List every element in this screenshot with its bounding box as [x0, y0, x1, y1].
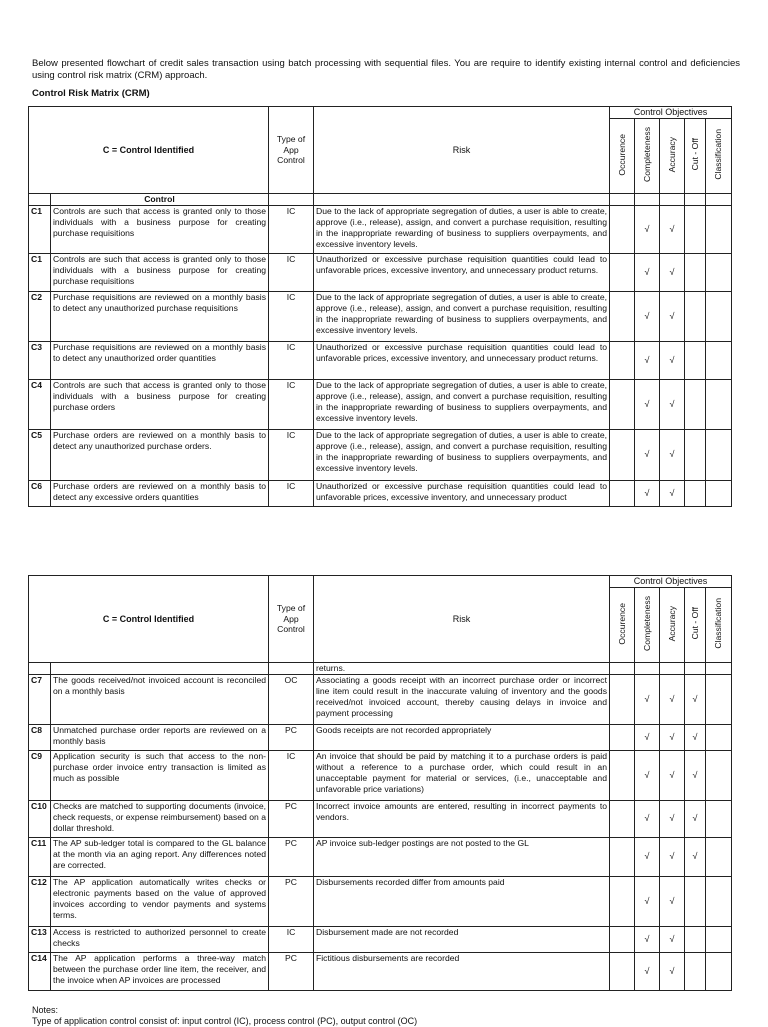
control-type: PC [269, 837, 314, 876]
control-type: IC [269, 291, 314, 341]
table-row [29, 253, 732, 291]
control-description: The AP sub-ledger total is compared to the GL balance at the month via an aging report. Any differences noted are corrected. [51, 837, 269, 876]
table-row [29, 876, 732, 926]
table-row [29, 800, 732, 837]
control-id: C7 [29, 674, 51, 724]
check-mark [610, 926, 635, 952]
check-mark: √ [660, 429, 685, 480]
check-mark [610, 876, 635, 926]
objective-header-accuracy [660, 587, 685, 662]
control-description: Purchase orders are reviewed on a monthly basis to detect any unauthorized purchase orders. [51, 429, 269, 480]
check-mark [685, 341, 706, 379]
notes-text: Type of application control consist of: input control (IC), process control (PC), output control (OC) [32, 1016, 418, 1026]
crm-title: Control Risk Matrix (CRM) [32, 88, 150, 99]
crm-table-2 [28, 575, 732, 991]
control-id: C5 [29, 429, 51, 480]
check-mark: √ [660, 952, 685, 990]
objective-header-label: Classification [713, 598, 724, 649]
header-control-identified: C = Control Identified [29, 107, 269, 194]
risk-description: Disbursements recorded differ from amounts paid [314, 876, 610, 926]
check-mark: √ [660, 926, 685, 952]
check-mark [706, 952, 732, 990]
check-mark [610, 480, 635, 506]
check-mark [685, 429, 706, 480]
table-row [29, 291, 732, 341]
check-mark [610, 724, 635, 750]
check-mark [706, 429, 732, 480]
check-mark [685, 480, 706, 506]
control-id: C6 [29, 480, 51, 506]
risk-description: Unauthorized or excessive purchase requisition quantities could lead to unfavorable prices, excessive inventory, and unnecessary product returns. [314, 341, 610, 379]
objective-header-classification [706, 118, 732, 193]
table-row [29, 837, 732, 876]
risk-description: AP invoice sub-ledger postings are not posted to the GL [314, 837, 610, 876]
objective-header-label: Completeness [641, 126, 652, 182]
check-mark: √ [660, 291, 685, 341]
check-mark [706, 750, 732, 800]
header-type-of-app-control: Type of App Control [269, 107, 314, 194]
control-description: The AP application performs a three-way match between the purchase order line item, the receiver, and the invoice when AP invoices are processed [51, 952, 269, 990]
risk-description: Unauthorized or excessive purchase requisition quantities could lead to unfavorable prices, excessive inventory, and unnecessary product [314, 480, 610, 506]
check-mark: √ [660, 480, 685, 506]
check-mark: √ [660, 876, 685, 926]
objective-header-occurence [610, 118, 635, 193]
check-mark [610, 674, 635, 724]
check-mark [706, 926, 732, 952]
control-description: Checks are matched to supporting documents (invoice, check requests, or expense reimbursement) based on a dollar threshold. [51, 800, 269, 837]
check-mark: √ [635, 379, 660, 429]
check-mark: √ [660, 674, 685, 724]
objective-header-cut-off [685, 118, 706, 193]
check-mark [706, 291, 732, 341]
control-description: Controls are such that access is granted only to those individuals with a business purpose for creating purchase orders [51, 379, 269, 429]
objective-header-occurence [610, 587, 635, 662]
table-row [29, 926, 732, 952]
control-id: C12 [29, 876, 51, 926]
check-mark: √ [685, 674, 706, 724]
risk-continuation: returns. [314, 662, 610, 674]
objective-header-label: Occurence [616, 133, 627, 176]
risk-description: An invoice that should be paid by matching it to a purchase orders is paid without a reference to a purchase order, which could result in an unacceptable payment for material or services, (i.e., unacceptable and unfavorable price variations) [314, 750, 610, 800]
control-type: PC [269, 876, 314, 926]
check-mark: √ [635, 429, 660, 480]
risk-description: Incorrect invoice amounts are entered, resulting in incorrect payments to vendors. [314, 800, 610, 837]
check-mark: √ [660, 253, 685, 291]
control-id: C11 [29, 837, 51, 876]
notes-label: Notes: [32, 1005, 59, 1015]
check-mark [610, 253, 635, 291]
header-control-identified: C = Control Identified [29, 576, 269, 663]
risk-description: Goods receipts are not recorded appropriately [314, 724, 610, 750]
check-mark: √ [660, 205, 685, 253]
check-mark: √ [635, 837, 660, 876]
control-description: Purchase requisitions are reviewed on a monthly basis to detect any unauthorized purchase requisitions [51, 291, 269, 341]
check-mark: √ [660, 341, 685, 379]
check-mark [685, 379, 706, 429]
check-mark [685, 291, 706, 341]
control-type: OC [269, 674, 314, 724]
table-row [29, 952, 732, 990]
check-mark: √ [685, 837, 706, 876]
table-row [29, 724, 732, 750]
control-id: C1 [29, 205, 51, 253]
check-mark [610, 952, 635, 990]
check-mark: √ [635, 876, 660, 926]
check-mark: √ [685, 800, 706, 837]
header-risk: Risk [314, 107, 610, 194]
risk-description: Due to the lack of appropriate segregation of duties, a user is able to create, approve (i.e., release), assign, and convert a purchase requisition, resulting in the inappropriate rewarding of business to suppliers overpayments, and excessive inventory levels. [314, 205, 610, 253]
control-type: PC [269, 800, 314, 837]
objective-header-cut-off [685, 587, 706, 662]
check-mark [685, 876, 706, 926]
check-mark: √ [635, 750, 660, 800]
intro-paragraph: Below presented flowchart of credit sales transaction using batch processing with sequential files. You are require to identify existing internal control and deficiencies using control risk matrix (CRM) approach. [32, 58, 740, 81]
check-mark: √ [660, 837, 685, 876]
check-mark [706, 876, 732, 926]
header-risk: Risk [314, 576, 610, 663]
objective-header-label: Cut - Off [689, 607, 700, 640]
control-description: Purchase requisitions are reviewed on a monthly basis to detect any unauthorized order quantities [51, 341, 269, 379]
risk-description: Due to the lack of appropriate segregation of duties, a user is able to create, approve (i.e., release), assign, and convert a purchase requisition, resulting in the inappropriate rewarding of business to suppliers overpayments, and excessive inventory levels. [314, 291, 610, 341]
check-mark: √ [635, 674, 660, 724]
risk-description: Associating a goods receipt with an incorrect purchase order or incorrect line item could result in the inaccurate valuing of inventory and the goods received/not invoiced account, thereby causing delays in invoice and payment processing [314, 674, 610, 724]
check-mark [610, 800, 635, 837]
control-type: IC [269, 379, 314, 429]
table-row [29, 480, 732, 506]
header-control-objectives: Control Objectives [610, 576, 732, 588]
table-row [29, 205, 732, 253]
crm-table-1 [28, 106, 732, 507]
control-type: IC [269, 205, 314, 253]
check-mark: √ [685, 724, 706, 750]
control-id: C14 [29, 952, 51, 990]
control-type: IC [269, 480, 314, 506]
check-mark: √ [635, 291, 660, 341]
control-id: C8 [29, 724, 51, 750]
control-id: C1 [29, 253, 51, 291]
control-description: The goods received/not invoiced account is reconciled on a monthly basis [51, 674, 269, 724]
check-mark: √ [635, 341, 660, 379]
control-description: Purchase orders are reviewed on a monthly basis to detect any excessive orders quantities [51, 480, 269, 506]
control-id: C13 [29, 926, 51, 952]
control-type: IC [269, 429, 314, 480]
check-mark: √ [660, 724, 685, 750]
check-mark [706, 341, 732, 379]
control-description: Unmatched purchase order reports are reviewed on a monthly basis [51, 724, 269, 750]
check-mark: √ [635, 800, 660, 837]
check-mark: √ [660, 800, 685, 837]
control-description: Application security is such that access to the non-purchase order invoice entry transaction is limited as much as possible [51, 750, 269, 800]
check-mark [706, 379, 732, 429]
check-mark: √ [635, 952, 660, 990]
risk-description: Due to the lack of appropriate segregation of duties, a user is able to create, approve (i.e., release), assign, and convert a purchase requisition, resulting in the inappropriate rewarding of business to suppliers overpayments, and excessive inventory levels. [314, 429, 610, 480]
check-mark [610, 837, 635, 876]
table-row [29, 341, 732, 379]
check-mark [706, 674, 732, 724]
risk-description: Fictitious disbursements are recorded [314, 952, 610, 990]
table-row [29, 750, 732, 800]
table-row [29, 379, 732, 429]
objective-header-label: Occurence [616, 602, 627, 645]
check-mark [706, 480, 732, 506]
control-description: Controls are such that access is granted only to those individuals with a business purpose for creating purchase requisitions [51, 253, 269, 291]
control-id: C9 [29, 750, 51, 800]
check-mark: √ [685, 750, 706, 800]
control-type: IC [269, 750, 314, 800]
check-mark: √ [635, 480, 660, 506]
risk-description: Disbursement made are not recorded [314, 926, 610, 952]
check-mark: √ [635, 724, 660, 750]
check-mark [706, 205, 732, 253]
control-description: Controls are such that access is granted only to those individuals with a business purpose for creating purchase requisitions [51, 205, 269, 253]
control-id: C10 [29, 800, 51, 837]
crm-table-2-body [29, 576, 732, 991]
check-mark [610, 750, 635, 800]
check-mark: √ [660, 750, 685, 800]
header-control-group: Control [51, 193, 269, 205]
check-mark [610, 429, 635, 480]
check-mark [685, 253, 706, 291]
control-type: PC [269, 952, 314, 990]
objective-header-completeness [635, 118, 660, 193]
risk-description: Unauthorized or excessive purchase requisition quantities could lead to unfavorable prices, excessive inventory, and unnecessary product returns. [314, 253, 610, 291]
check-mark [706, 253, 732, 291]
check-mark: √ [635, 253, 660, 291]
check-mark [706, 724, 732, 750]
check-mark [685, 205, 706, 253]
check-mark [685, 926, 706, 952]
risk-description: Due to the lack of appropriate segregation of duties, a user is able to create, approve (i.e., release), assign, and convert a purchase requisition, resulting in the inappropriate rewarding of business to suppliers overpayments, and excessive inventory levels. [314, 379, 610, 429]
control-description: The AP application automatically writes checks or electronic payments based on the value of approved invoices according to vendor payments and systems terms. [51, 876, 269, 926]
control-type: IC [269, 341, 314, 379]
table-row [29, 674, 732, 724]
table-row [29, 429, 732, 480]
objective-header-label: Cut - Off [689, 138, 700, 171]
objective-header-label: Accuracy [666, 605, 677, 642]
objective-header-classification [706, 587, 732, 662]
objective-header-label: Accuracy [666, 136, 677, 173]
control-id: C4 [29, 379, 51, 429]
control-type: IC [269, 926, 314, 952]
check-mark: √ [635, 926, 660, 952]
header-type-of-app-control: Type of App Control [269, 576, 314, 663]
check-mark [610, 205, 635, 253]
check-mark [610, 379, 635, 429]
check-mark [706, 800, 732, 837]
control-description: Access is restricted to authorized personnel to create checks [51, 926, 269, 952]
objective-header-completeness [635, 587, 660, 662]
check-mark [610, 291, 635, 341]
check-mark: √ [635, 205, 660, 253]
objective-header-accuracy [660, 118, 685, 193]
check-mark: √ [660, 379, 685, 429]
header-control-objectives: Control Objectives [610, 107, 732, 119]
control-type: IC [269, 253, 314, 291]
control-id: C3 [29, 341, 51, 379]
crm-table-1-body [29, 107, 732, 507]
objective-header-label: Completeness [641, 595, 652, 651]
check-mark [610, 341, 635, 379]
check-mark [706, 837, 732, 876]
control-type: PC [269, 724, 314, 750]
objective-header-label: Classification [713, 129, 724, 180]
check-mark [685, 952, 706, 990]
control-id: C2 [29, 291, 51, 341]
